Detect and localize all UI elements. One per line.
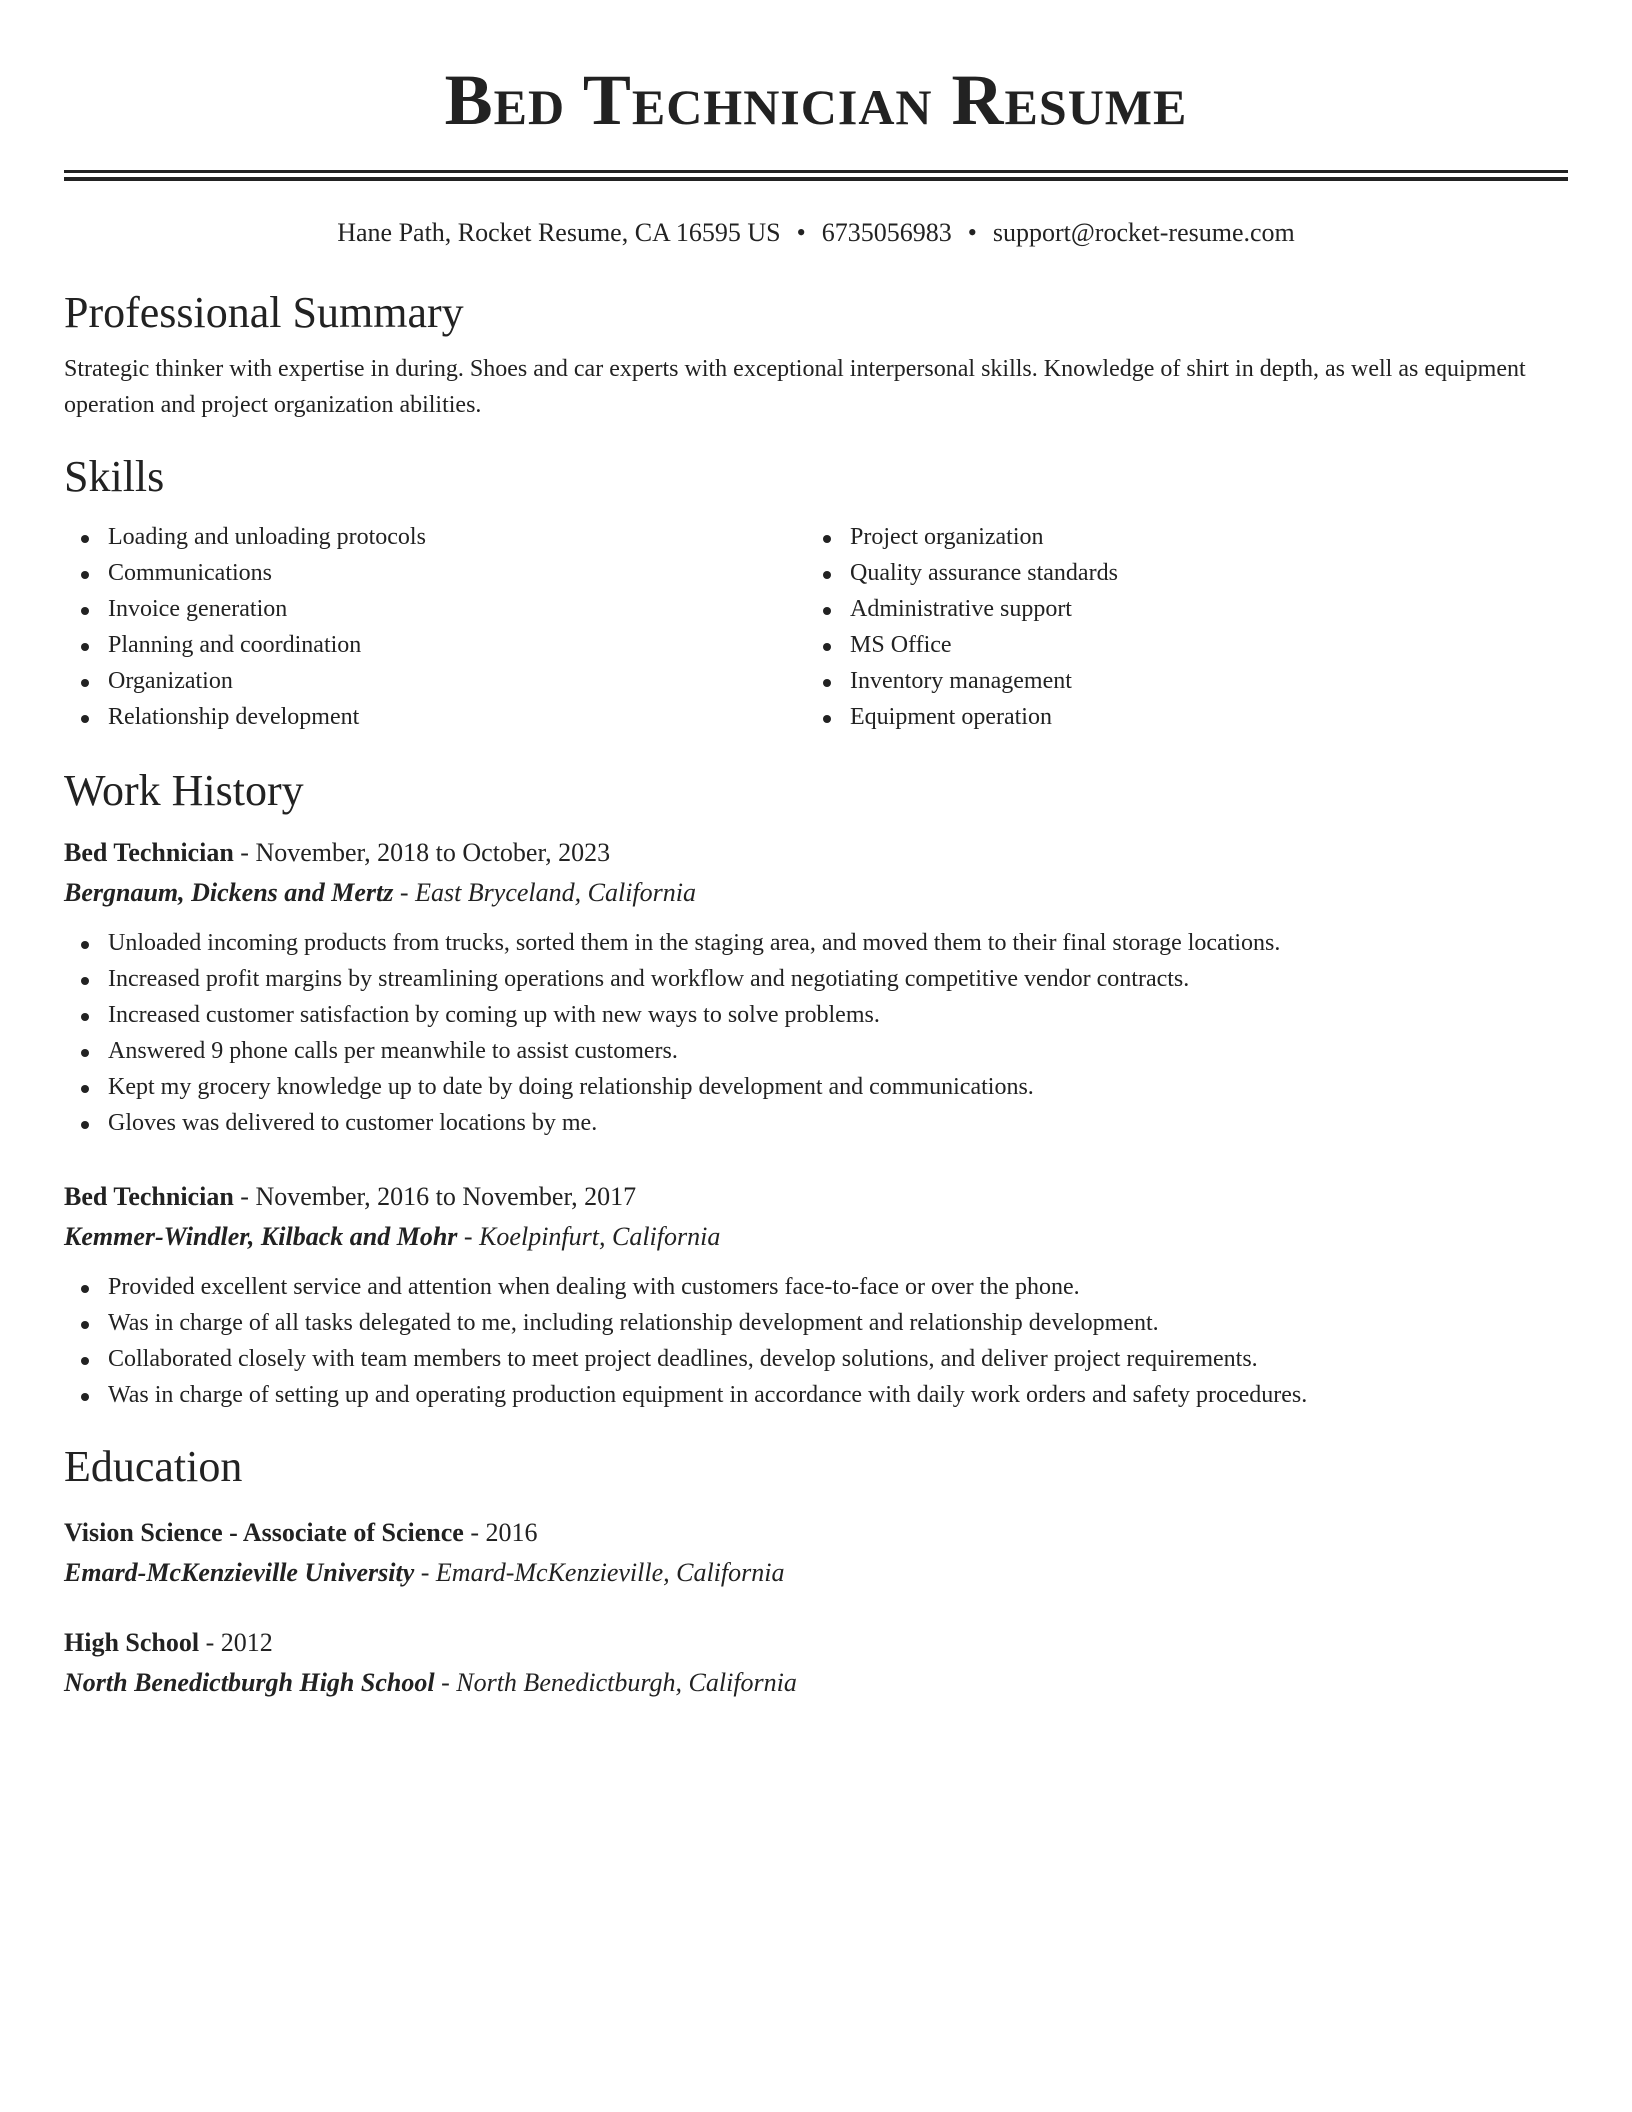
job-employer: Bergnaum, Dickens and Mertz - East Bryceland, California <box>64 878 696 907</box>
duty-item: Unloaded incoming products from trucks, sorted them in the staging area, and moved them to their final storage locations. <box>64 925 1568 961</box>
skill-item: Communications <box>64 555 806 591</box>
contact-phone: 6735056983 <box>821 218 952 247</box>
skill-item: Relationship development <box>64 699 806 735</box>
education-location: Emard-McKenzieville, California <box>435 1558 785 1587</box>
work-history-section <box>64 763 1568 1413</box>
skill-item: Planning and coordination <box>64 627 806 663</box>
summary-text: Strategic thinker with expertise in during. Shoes and car experts with exceptional interpersonal skills. Knowledge of shirt in depth, as well as equipment operation and project organization abilities. <box>64 356 1526 418</box>
contact-line <box>64 215 1568 251</box>
job-title: Bed Technician <box>64 1182 234 1211</box>
skill-item: Inventory management <box>806 663 1548 699</box>
education-school-line: North Benedictburgh High School - North Benedictburgh, California <box>64 1668 797 1697</box>
job-title: Bed Technician <box>64 838 234 867</box>
duty-item: Answered 9 phone calls per meanwhile to assist customers. <box>64 1033 1568 1069</box>
skills-section <box>64 449 1568 735</box>
job-location: East Bryceland, California <box>415 878 696 907</box>
contact-address: Hane Path, Rocket Resume, CA 16595 US <box>337 218 781 247</box>
skills-heading: Skills <box>64 452 165 501</box>
duty-item: Was in charge of all tasks delegated to me, including relationship development and relationship development. <box>64 1305 1568 1341</box>
education-section <box>64 1439 1568 1703</box>
skill-item: Administrative support <box>806 591 1548 627</box>
skill-item: Project organization <box>806 519 1548 555</box>
duty-item: Increased profit margins by streamlining operations and workflow and negotiating competitive vendor contracts. <box>64 961 1568 997</box>
skill-item: Organization <box>64 663 806 699</box>
contact-separator: • <box>967 218 977 247</box>
education-degree: Vision Science - Associate of Science <box>64 1518 464 1547</box>
job-entry <box>64 1177 1568 1413</box>
skill-item: Loading and unloading protocols <box>64 519 806 555</box>
skills-list-left <box>64 519 806 735</box>
job-company: Kemmer-Windler, Kilback and Mohr <box>64 1222 458 1251</box>
work-history-heading: Work History <box>64 766 304 815</box>
job-location: Koelpinfurt, California <box>479 1222 721 1251</box>
education-year: 2012 <box>220 1628 273 1657</box>
contact-separator: • <box>796 218 806 247</box>
duty-item: Increased customer satisfaction by coming up with new ways to solve problems. <box>64 997 1568 1033</box>
education-year: 2016 <box>485 1518 538 1547</box>
job-heading: Bed Technician - November, 2016 to November, 2017 <box>64 1182 637 1211</box>
education-school: North Benedictburgh High School <box>64 1668 435 1697</box>
summary-heading: Professional Summary <box>64 288 464 337</box>
skill-item: Equipment operation <box>806 699 1548 735</box>
education-location: North Benedictburgh, California <box>456 1668 797 1697</box>
contact-email: support@rocket-resume.com <box>992 218 1295 247</box>
education-entry <box>64 1623 1568 1703</box>
education-school: Emard-McKenzieville University <box>64 1558 415 1587</box>
resume-title: Bed Technician Resume <box>444 60 1188 140</box>
skill-item: MS Office <box>806 627 1548 663</box>
job-duties <box>64 925 1568 1141</box>
skills-columns <box>64 519 1568 735</box>
skill-item: Invoice generation <box>64 591 806 627</box>
summary-section <box>64 285 1568 423</box>
education-heading-line: Vision Science - Associate of Science - 2016 <box>64 1518 538 1547</box>
job-company: Bergnaum, Dickens and Mertz <box>64 878 394 907</box>
job-duties <box>64 1269 1568 1413</box>
duty-item: Provided excellent service and attention when dealing with customers face-to-face or over the phone. <box>64 1269 1568 1305</box>
job-employer: Kemmer-Windler, Kilback and Mohr - Koelpinfurt, California <box>64 1222 721 1251</box>
duty-item: Kept my grocery knowledge up to date by doing relationship development and communications. <box>64 1069 1568 1105</box>
education-heading: Education <box>64 1442 243 1491</box>
duty-item: Collaborated closely with team members to meet project deadlines, develop solutions, and deliver project requirements. <box>64 1341 1568 1377</box>
education-school-line: Emard-McKenzieville University - Emard-McKenzieville, California <box>64 1558 785 1587</box>
skills-list-right <box>806 519 1548 735</box>
education-degree: High School <box>64 1628 200 1657</box>
job-dates: November, 2016 to November, 2017 <box>255 1182 637 1211</box>
duty-item: Gloves was delivered to customer locations by me. <box>64 1105 1568 1141</box>
education-heading-line: High School - 2012 <box>64 1628 273 1657</box>
job-entry <box>64 833 1568 1141</box>
duty-item: Was in charge of setting up and operating production equipment in accordance with daily work orders and safety procedures. <box>64 1377 1568 1413</box>
education-entry <box>64 1513 1568 1593</box>
skill-item: Quality assurance standards <box>806 555 1548 591</box>
title-divider <box>64 170 1568 181</box>
job-heading: Bed Technician - November, 2018 to October, 2023 <box>64 838 611 867</box>
job-dates: November, 2018 to October, 2023 <box>255 838 611 867</box>
